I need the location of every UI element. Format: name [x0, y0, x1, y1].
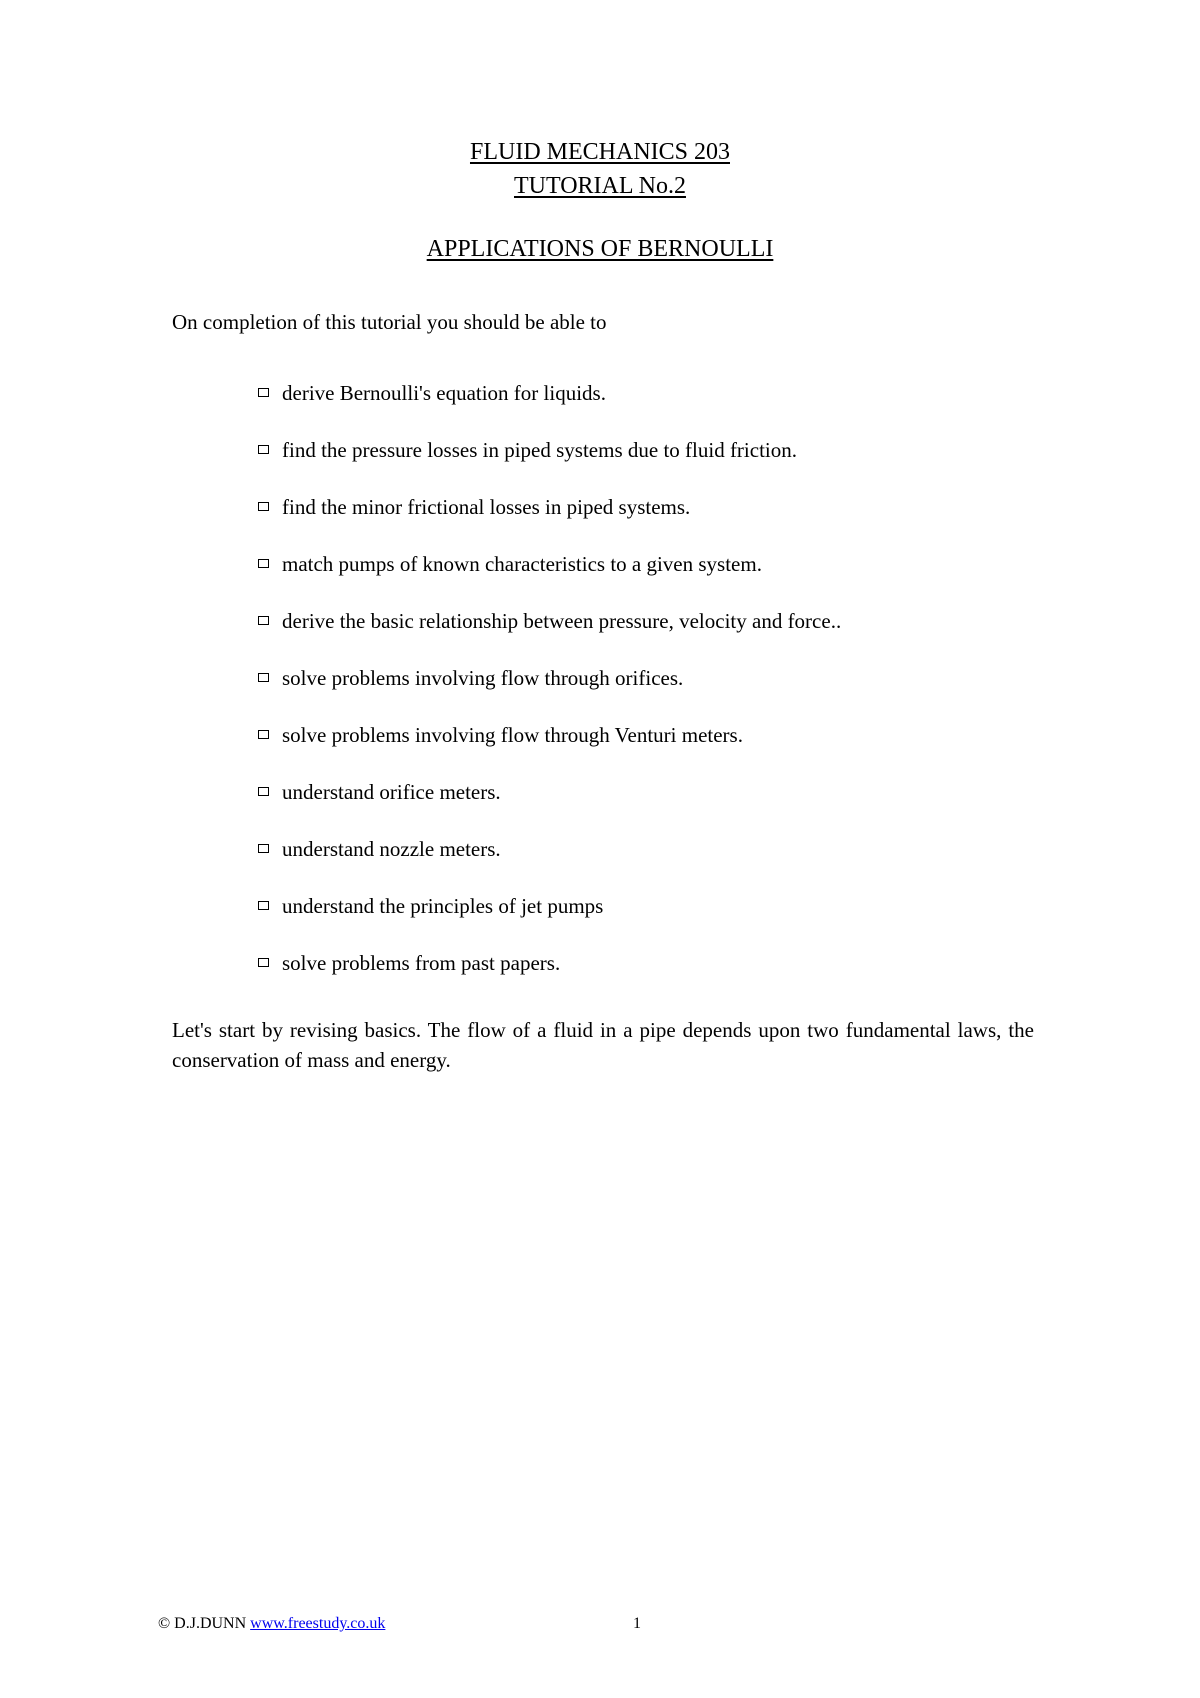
website-link[interactable]: www.freestudy.co.uk: [250, 1615, 386, 1632]
footer-copyright: [158, 1613, 385, 1635]
list-item: [258, 364, 841, 421]
list-item: [258, 706, 841, 763]
checkbox-bullet-icon: [258, 901, 269, 910]
objective-text: solve problems involving flow through Venturi meters.: [282, 722, 743, 747]
checkbox-bullet-icon: [258, 616, 269, 625]
checkbox-bullet-icon: [258, 559, 269, 568]
objective-text: solve problems from past papers.: [282, 950, 561, 975]
list-item: [258, 421, 841, 478]
copyright-text: © D.J.DUNN: [158, 1615, 247, 1632]
objective-text: match pumps of known characteristics to a given system.: [282, 551, 762, 576]
objective-text: derive Bernoulli's equation for liquids.: [282, 380, 606, 405]
list-item: [258, 877, 841, 934]
objective-text: find the minor frictional losses in piped systems.: [282, 494, 691, 519]
page-number: 1: [633, 1615, 641, 1632]
checkbox-bullet-icon: [258, 958, 269, 967]
list-item: [258, 763, 841, 820]
checkbox-bullet-icon: [258, 502, 269, 511]
list-item: [258, 649, 841, 706]
checkbox-bullet-icon: [258, 844, 269, 853]
objective-text: understand the principles of jet pumps: [282, 893, 604, 918]
list-item: [258, 592, 841, 649]
objective-text: understand nozzle meters.: [282, 836, 501, 861]
objective-text: derive the basic relationship between pressure, velocity and force..: [282, 608, 842, 633]
document-subtitle: APPLICATIONS OF BERNOULLI: [426, 236, 774, 262]
document-title: FLUID MECHANICS 203: [469, 139, 730, 165]
title-block: [0, 135, 1200, 203]
tutorial-number: TUTORIAL No.2: [514, 173, 686, 199]
list-item: [258, 535, 841, 592]
list-item: [258, 820, 841, 877]
checkbox-bullet-icon: [258, 388, 269, 397]
intro-text: On completion of this tutorial you should be able to: [172, 310, 607, 334]
checkbox-bullet-icon: [258, 673, 269, 682]
body-paragraph: Let's start by revising basics. The flow of a fluid in a pipe depends upon two fundamental laws, the conservation of mass and energy.: [172, 1018, 1034, 1072]
list-item: [258, 478, 841, 535]
checkbox-bullet-icon: [258, 445, 269, 454]
checkbox-bullet-icon: [258, 787, 269, 796]
objectives-list: [258, 364, 841, 991]
list-item: [258, 934, 841, 991]
objective-text: solve problems involving flow through orifices.: [282, 665, 684, 690]
checkbox-bullet-icon: [258, 730, 269, 739]
objective-text: find the pressure losses in piped systems due to fluid friction.: [282, 437, 798, 462]
objective-text: understand orifice meters.: [282, 779, 501, 804]
